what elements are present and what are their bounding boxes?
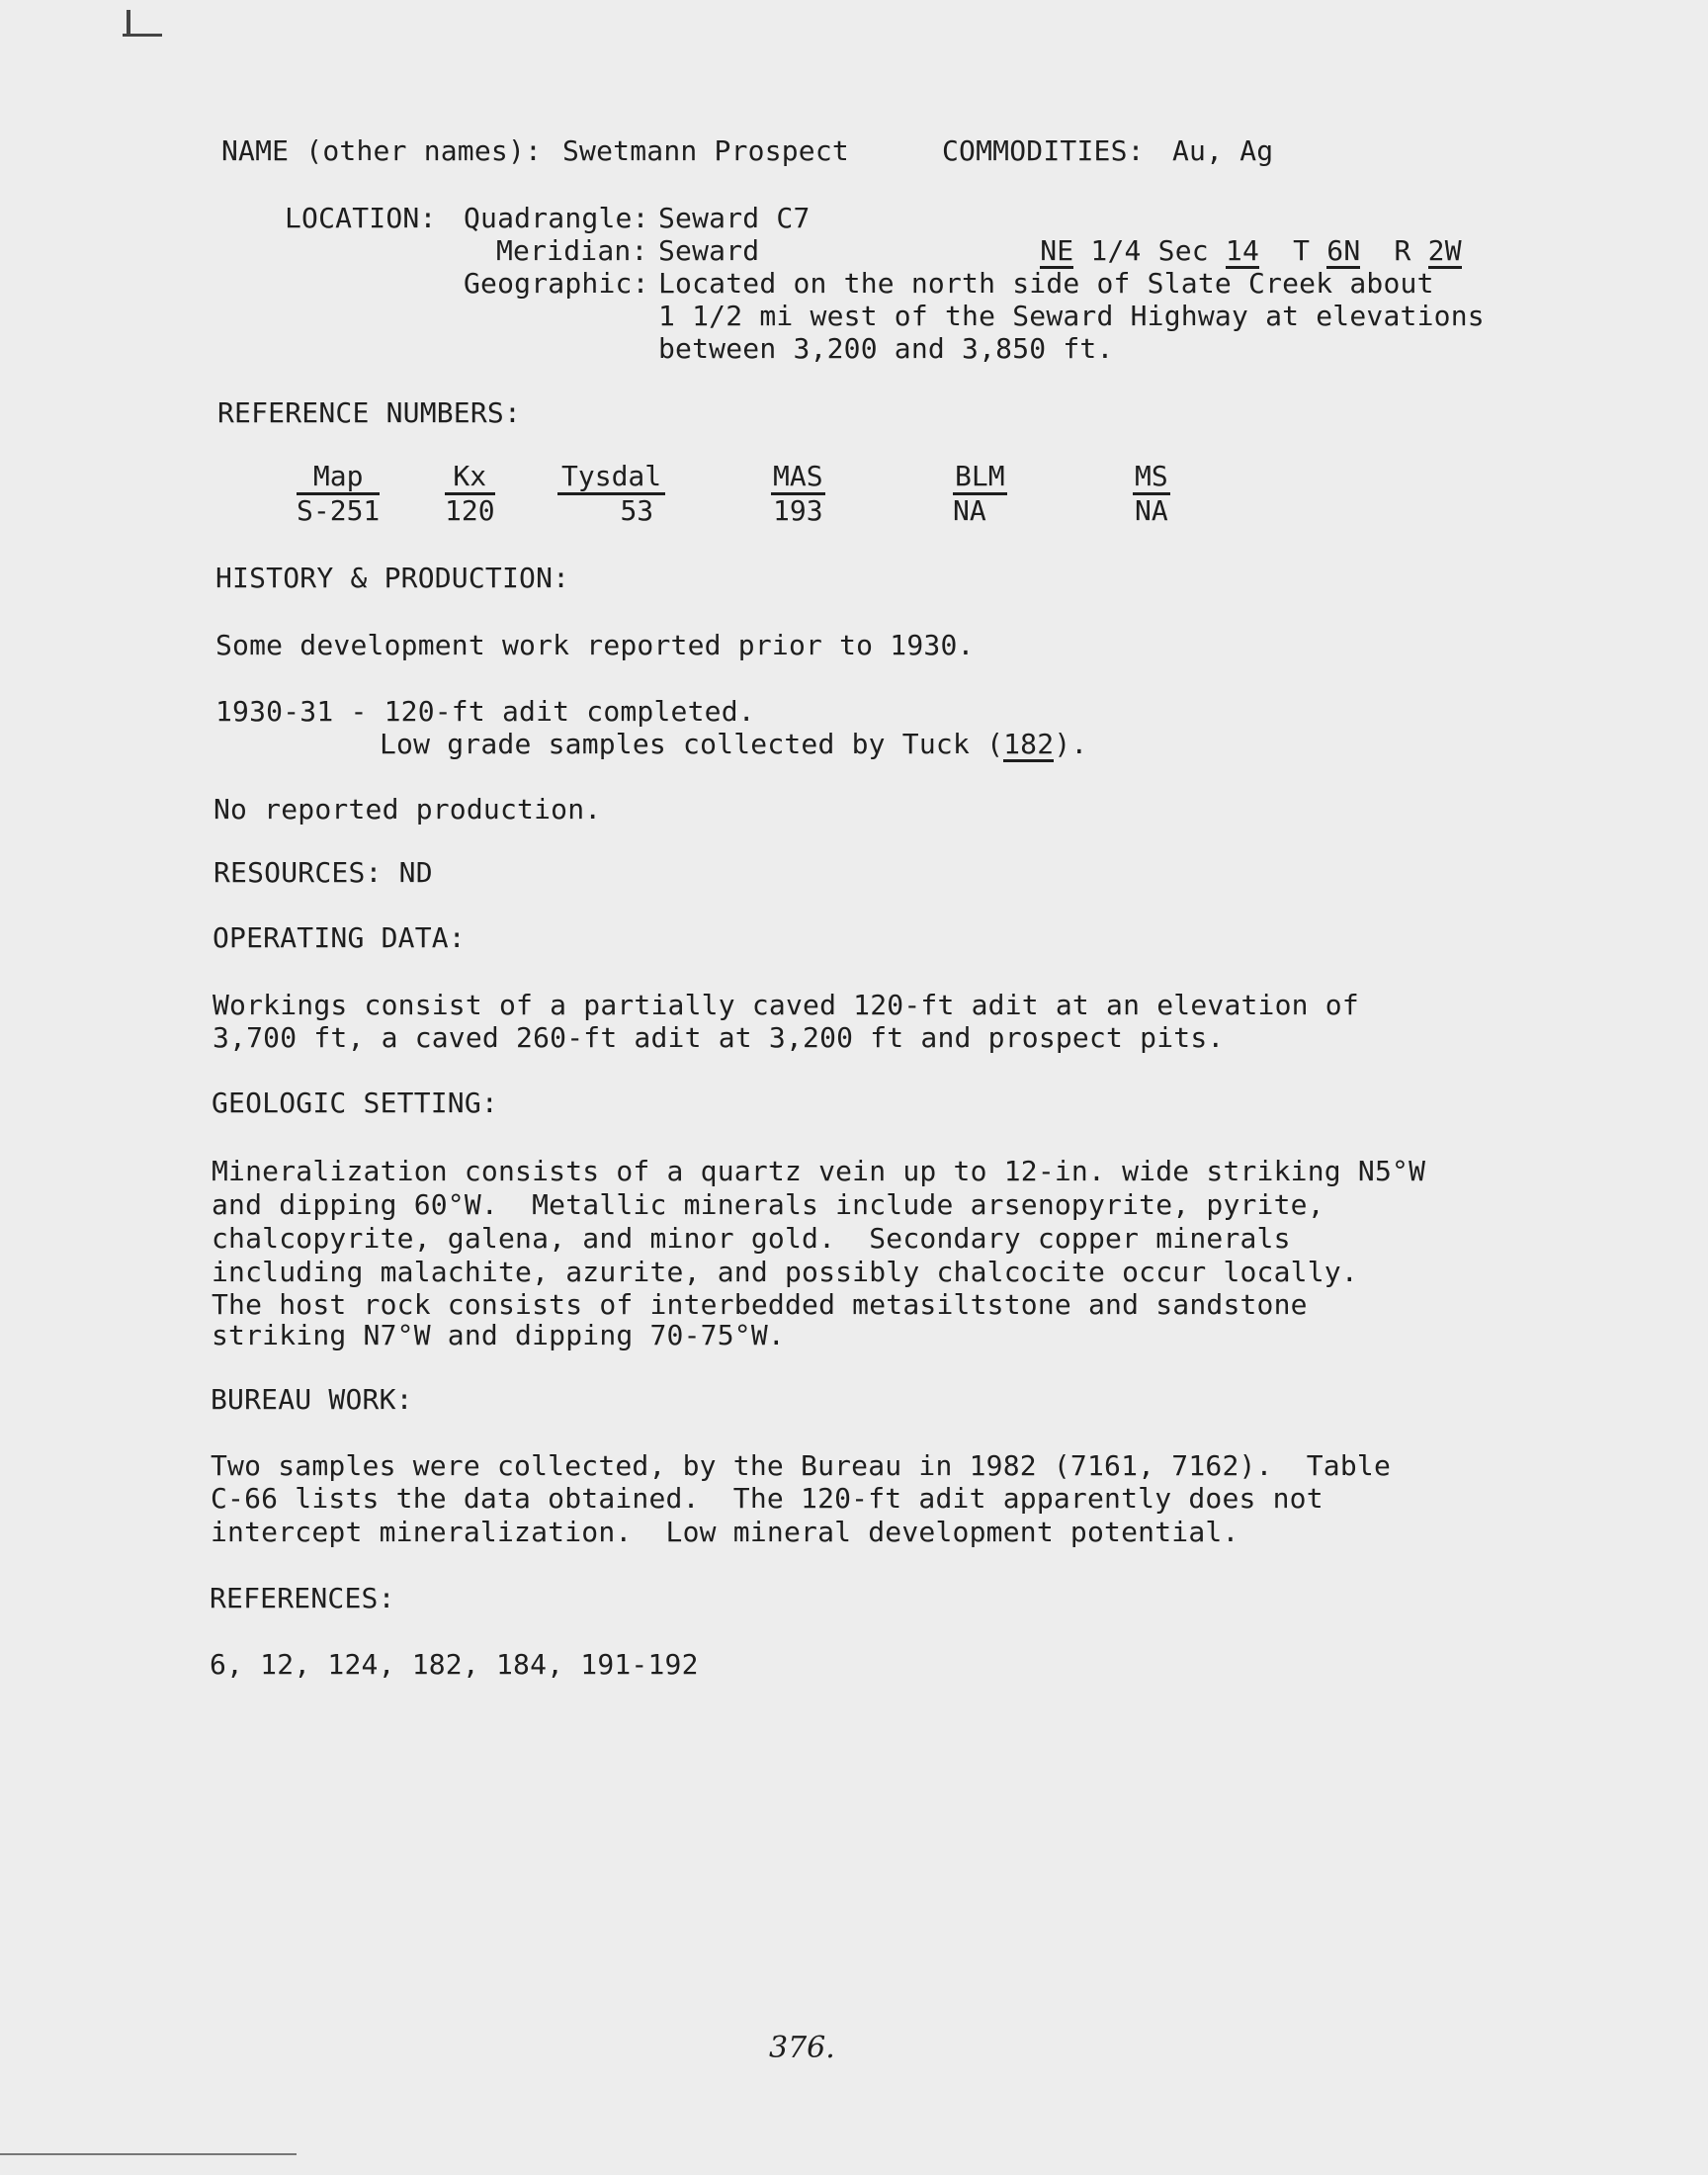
geologic-line: including malachite, azurite, and possibly chalcocite occur locally.: [212, 1256, 1358, 1288]
ref-header: MS: [1133, 461, 1170, 495]
ref-header: MAS: [771, 461, 825, 495]
history-detail-text: Low grade samples collected by Tuck (: [380, 728, 1004, 760]
ref-header: BLM: [953, 461, 1007, 495]
scan-mark-bottom: [0, 2153, 297, 2155]
history-entry-detail: [380, 728, 1087, 762]
history-ref-link: 182: [1003, 728, 1055, 760]
operating-heading: OPERATING DATA:: [213, 921, 466, 954]
ref-value: NA: [953, 494, 986, 527]
geologic-line: The host rock consists of interbedded metasiltstone and sandstone: [212, 1288, 1308, 1321]
ref-value: 53: [620, 494, 654, 527]
page-number: 376.: [769, 2031, 835, 2065]
geologic-line: and dipping 60°W. Metallic minerals include arsenopyrite, pyrite,: [212, 1188, 1324, 1221]
section-number: 14: [1225, 234, 1260, 267]
name-label: NAME (other names):: [221, 134, 543, 167]
geologic-line: chalcopyrite, galena, and minor gold. Secondary copper minerals: [212, 1222, 1291, 1255]
quadrangle-label: Quadrangle:: [464, 202, 649, 234]
ref-col-tysdal: [557, 461, 665, 527]
commodities-value: Au, Ag: [1172, 134, 1274, 167]
ref-col-ms: [1133, 461, 1170, 527]
geographic-line: 1 1/2 mi west of the Seward Highway at elevations: [658, 300, 1485, 332]
resources-line: RESOURCES: ND: [214, 856, 433, 889]
geologic-line: striking N7°W and dipping 70-75°W.: [212, 1319, 785, 1351]
history-line: No reported production.: [214, 793, 602, 826]
commodities-label: COMMODITIES:: [942, 134, 1145, 167]
bureau-heading: BUREAU WORK:: [211, 1383, 413, 1416]
name-value: Swetmann Prospect: [562, 134, 849, 167]
scan-mark-corner: [123, 34, 162, 37]
range-value: 2W: [1427, 234, 1462, 267]
location-label: LOCATION:: [285, 202, 437, 234]
ref-value: 193: [773, 494, 823, 527]
ref-value: 120: [445, 494, 495, 527]
ref-col-kx: [445, 461, 495, 527]
bureau-line: intercept mineralization. Low mineral development potential.: [211, 1516, 1239, 1548]
bureau-line: Two samples were collected, by the Bureau in 1982 (7161, 7162). Table: [211, 1449, 1392, 1482]
history-line: Some development work reported prior to 1930.: [215, 629, 975, 661]
references-list: 6, 12, 124, 182, 184, 191-192: [210, 1648, 699, 1681]
ref-col-blm: [953, 461, 1007, 527]
geographic-line: Located on the north side of Slate Creek about: [658, 267, 1434, 300]
ref-value: S-251: [297, 494, 381, 527]
history-entry: 1930-31 - 120-ft adit completed.: [215, 695, 755, 728]
history-heading: HISTORY & PRODUCTION:: [215, 562, 570, 594]
meridian-value: Seward: [658, 234, 760, 267]
ref-value: NA: [1135, 494, 1168, 527]
range-label: R: [1394, 234, 1411, 267]
scan-mark-corner: [127, 10, 130, 36]
township-value: 6N: [1326, 234, 1361, 267]
operating-line: Workings consist of a partially caved 120-ft adit at an elevation of: [213, 989, 1359, 1021]
ref-header: Tysdal: [557, 461, 665, 495]
quadrangle-value: Seward C7: [658, 202, 811, 234]
references-heading: REFERENCES:: [210, 1582, 395, 1614]
geographic-line: between 3,200 and 3,850 ft.: [658, 332, 1114, 365]
bureau-line: C-66 lists the data obtained. The 120-ft adit apparently does not: [211, 1482, 1324, 1515]
history-detail-suffix: ).: [1054, 728, 1088, 760]
geographic-label: Geographic:: [464, 267, 649, 300]
geologic-heading: GEOLOGIC SETTING:: [212, 1087, 498, 1119]
ref-header: Map: [297, 461, 380, 495]
quarter-section: NE: [1040, 234, 1074, 267]
ref-col-map: [297, 461, 380, 527]
geologic-line: Mineralization consists of a quartz vein up to 12-in. wide striking N5°W: [212, 1155, 1426, 1187]
ref-col-mas: [771, 461, 825, 527]
meridian-label: Meridian:: [496, 234, 648, 267]
quarter-text: 1/4 Sec: [1090, 234, 1209, 267]
township-label: T: [1293, 234, 1311, 267]
operating-line: 3,700 ft, a caved 260-ft adit at 3,200 ft and prospect pits.: [213, 1021, 1225, 1054]
ref-header: Kx: [445, 461, 495, 495]
reference-numbers-heading: REFERENCE NUMBERS:: [217, 396, 522, 429]
